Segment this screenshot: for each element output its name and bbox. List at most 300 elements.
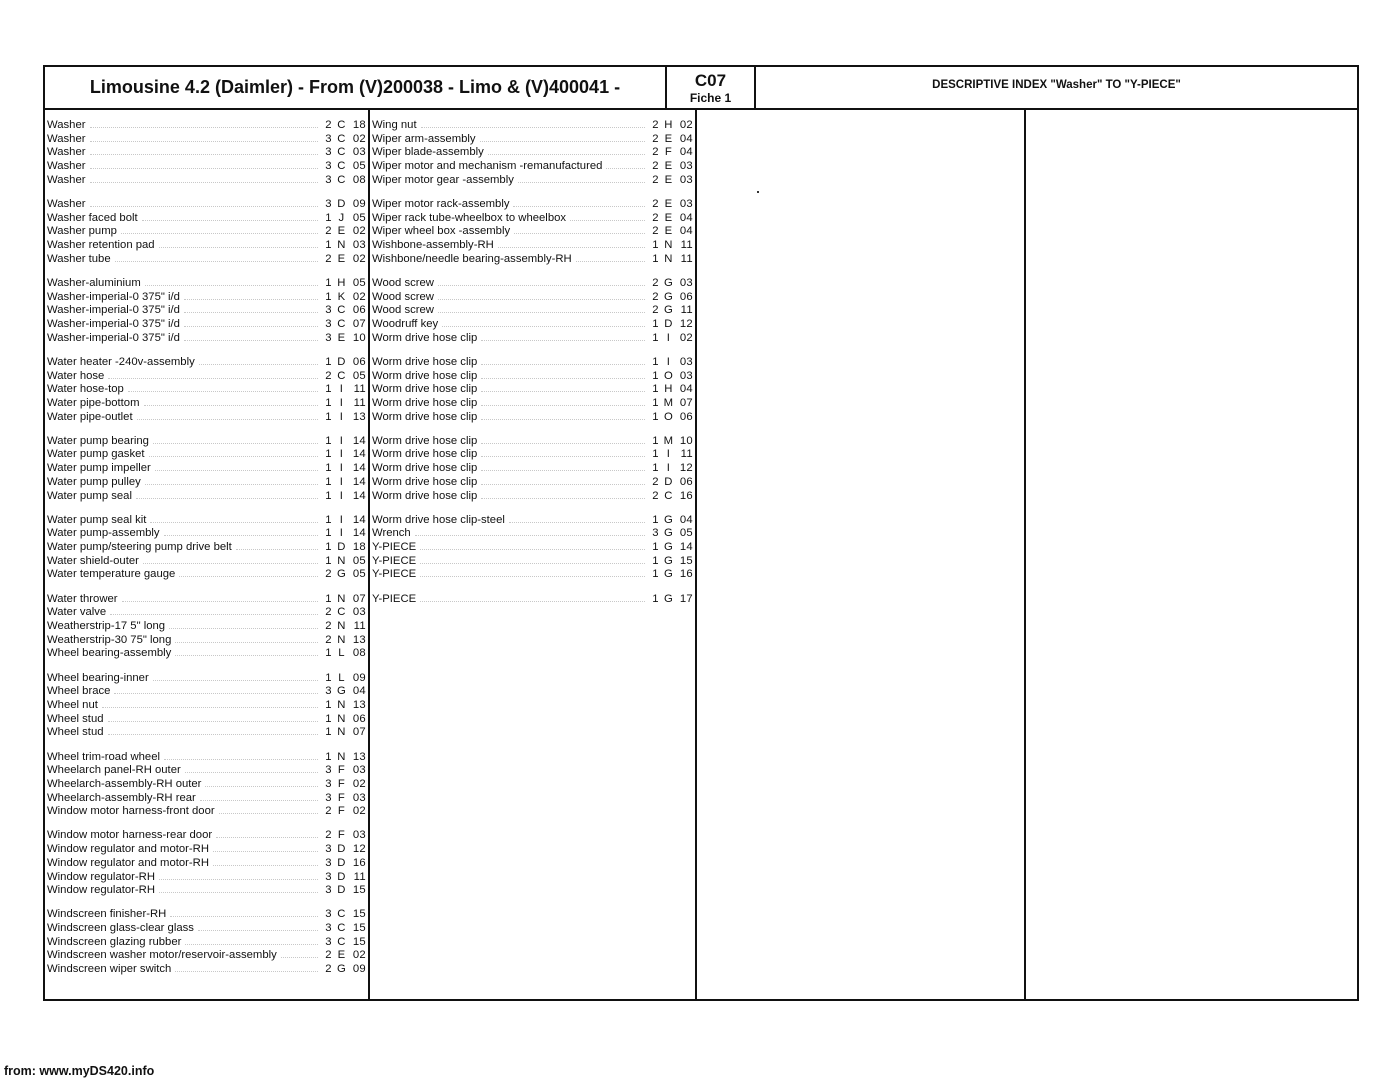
fiche-reference — [322, 239, 368, 253]
part-description: Washer-aluminium — [47, 276, 141, 289]
index-entry — [372, 118, 695, 132]
frame-number: 05 — [352, 211, 366, 224]
fiche-number: 3 — [325, 843, 332, 856]
leader-dots — [198, 921, 318, 931]
fiche-reference — [322, 620, 368, 634]
index-entry — [372, 382, 695, 396]
fiche-reference — [322, 174, 368, 188]
part-description: Water thrower — [47, 592, 118, 605]
part-description: Washer-imperial-0 375" i/d — [47, 317, 180, 330]
frame-number: 07 — [352, 726, 366, 739]
grid-row: G — [336, 963, 347, 976]
part-description: Wiper wheel box -assembly — [372, 225, 511, 238]
fiche-number: 1 — [652, 462, 659, 475]
grid-row: C — [337, 160, 346, 173]
fiche-reference — [322, 541, 368, 555]
grid-row: L — [338, 647, 345, 660]
fiche-reference — [649, 133, 695, 147]
fiche-reference — [649, 198, 695, 212]
grid-row: I — [339, 527, 344, 540]
fiche-reference — [322, 383, 368, 397]
grid-row: I — [339, 489, 344, 502]
leader-dots — [518, 173, 645, 183]
leader-dots — [514, 224, 645, 234]
part-description: Water temperature gauge — [47, 568, 176, 581]
fiche-number: 2 — [325, 606, 332, 619]
fiche-reference — [649, 397, 695, 411]
source-footer: from: www.myDS420.info — [4, 1064, 155, 1078]
part-description: Water hose — [47, 369, 105, 382]
fiche-reference — [649, 356, 695, 370]
fiche-number: 3 — [325, 685, 332, 698]
grid-row: G — [663, 541, 674, 554]
index-entry — [47, 883, 368, 897]
grid-row: O — [663, 410, 674, 423]
index-entry — [47, 750, 368, 764]
leader-dots — [481, 447, 645, 457]
leader-dots — [213, 842, 318, 852]
part-description: Wheel stud — [47, 712, 104, 725]
index-entry — [47, 434, 368, 448]
fiche-number: 1 — [325, 239, 332, 251]
leader-dots — [205, 777, 318, 787]
fiche-reference — [322, 397, 368, 411]
part-description: Worm drive hose clip — [372, 355, 478, 368]
frame-number: 03 — [352, 606, 366, 619]
index-entry — [47, 962, 368, 976]
index-entry — [47, 842, 368, 856]
index-entry — [372, 173, 695, 187]
leader-dots — [415, 526, 645, 536]
leader-dots — [114, 684, 318, 694]
part-description: Window motor harness-front door — [47, 805, 215, 818]
leader-dots — [199, 355, 318, 365]
entry-group — [47, 828, 368, 896]
fiche-code-box — [667, 67, 756, 108]
leader-dots — [481, 434, 645, 444]
part-description: Windscreen glass-clear glass — [47, 922, 194, 935]
grid-row: D — [337, 541, 346, 554]
frame-number: 04 — [679, 132, 693, 145]
frame-number: 05 — [352, 160, 366, 173]
part-description: Worm drive hose clip-steel — [372, 513, 505, 526]
leader-dots — [155, 461, 318, 471]
index-description: DESCRIPTIVE INDEX "Washer" TO "Y-PIECE" — [932, 78, 1181, 91]
part-description: Y-PIECE — [372, 541, 417, 554]
part-description: Worm drive hose clip — [372, 475, 478, 488]
grid-row: C — [337, 317, 346, 330]
fiche-reference — [322, 146, 368, 160]
entry-group — [372, 592, 695, 606]
entry-group — [47, 118, 368, 186]
leader-dots — [420, 567, 645, 577]
fiche-reference — [649, 160, 695, 174]
grid-row: G — [663, 276, 674, 289]
part-description: Washer tube — [47, 252, 111, 265]
frame-number: 05 — [352, 369, 366, 382]
part-description: Worm drive hose clip — [372, 383, 478, 396]
fiche-number: 1 — [325, 671, 332, 684]
grid-row: C — [337, 606, 346, 619]
fiche-number: 1 — [325, 527, 332, 540]
grid-row: C — [337, 908, 346, 921]
fiche-number: 3 — [652, 527, 659, 540]
fiche-number: 1 — [652, 369, 659, 382]
fiche-number: 1 — [325, 647, 332, 660]
fiche-reference — [322, 805, 368, 819]
part-description: Water pump gasket — [47, 448, 145, 461]
frame-number: 03 — [679, 160, 693, 173]
fiche-reference — [322, 462, 368, 476]
index-entry — [372, 355, 695, 369]
entry-group — [47, 434, 368, 502]
fiche-number: 3 — [325, 777, 332, 790]
frame-number: 16 — [679, 489, 693, 502]
index-entry — [372, 461, 695, 475]
grid-row: C — [337, 304, 346, 317]
grid-row: I — [339, 410, 344, 423]
leader-dots — [143, 554, 318, 564]
fiche-number: 2 — [325, 568, 332, 581]
grid-row: E — [337, 252, 346, 265]
fiche-number: 1 — [325, 396, 332, 409]
part-description: Washer — [47, 160, 86, 173]
index-entry — [47, 567, 368, 581]
fiche-reference — [322, 332, 368, 346]
index-column-3-empty — [697, 110, 1026, 999]
fiche-number: 1 — [652, 252, 659, 265]
part-description: Wishbone/needle bearing-assembly-RH — [372, 252, 572, 265]
fiche-reference — [322, 490, 368, 504]
grid-row: N — [337, 554, 346, 567]
grid-row: H — [337, 276, 346, 289]
leader-dots — [121, 224, 318, 234]
index-entry — [47, 698, 368, 712]
frame-number: 11 — [353, 383, 366, 396]
leader-dots — [481, 489, 645, 499]
grid-row: E — [664, 160, 673, 173]
grid-row: E — [664, 197, 673, 210]
leader-dots — [184, 331, 318, 341]
frame-number: 11 — [680, 448, 693, 461]
part-description: Wiper motor rack-assembly — [372, 197, 510, 210]
grid-row: N — [664, 239, 673, 251]
index-entry — [47, 173, 368, 187]
index-entry — [47, 828, 368, 842]
leader-dots — [169, 619, 318, 629]
fiche-reference — [322, 751, 368, 765]
leader-dots — [153, 434, 318, 444]
fiche-reference — [322, 764, 368, 778]
grid-row: D — [337, 870, 346, 883]
leader-dots — [164, 526, 318, 536]
grid-row: C — [337, 132, 346, 145]
fiche-reference — [322, 857, 368, 871]
fiche-reference — [322, 119, 368, 133]
part-description: Wiper rack tube-wheelbox to wheelbox — [372, 211, 567, 224]
part-description: Wheel bearing-inner — [47, 671, 149, 684]
index-entry — [47, 396, 368, 410]
fiche-number: 1 — [652, 513, 659, 526]
fiche-reference — [322, 411, 368, 425]
leader-dots — [488, 145, 645, 155]
fiche-number: 1 — [652, 410, 659, 423]
part-description: Wood screw — [372, 304, 434, 317]
frame-number: 14 — [679, 541, 693, 554]
frame-number: 03 — [352, 764, 366, 777]
index-entry — [47, 369, 368, 383]
index-column-1 — [45, 110, 370, 999]
fiche-reference — [649, 318, 695, 332]
frame-number: 12 — [352, 843, 366, 856]
fiche-reference — [322, 291, 368, 305]
fiche-reference — [322, 843, 368, 857]
fiche-number: 1 — [325, 726, 332, 739]
frame-number: 17 — [679, 592, 693, 605]
part-description: Wheelarch-assembly-RH rear — [47, 791, 196, 804]
leader-dots — [481, 396, 645, 406]
leader-dots — [159, 883, 318, 893]
leader-dots — [442, 317, 645, 327]
part-description: Windscreen wiper switch — [47, 963, 172, 976]
index-entry — [47, 646, 368, 660]
leader-dots — [438, 303, 645, 313]
leader-dots — [438, 290, 645, 300]
index-entry — [47, 489, 368, 503]
grid-row: N — [337, 633, 346, 646]
index-entry — [47, 554, 368, 568]
frame-number: 14 — [352, 462, 366, 475]
grid-row: D — [337, 856, 346, 869]
index-entry — [47, 132, 368, 146]
index-entry — [372, 434, 695, 448]
part-description: Wheelarch-assembly-RH outer — [47, 777, 202, 790]
fiche-reference — [649, 593, 695, 607]
fiche-number: 2 — [652, 211, 659, 224]
grid-row: C — [337, 922, 346, 935]
index-entry — [372, 252, 695, 266]
index-entry — [47, 935, 368, 949]
part-description: Window motor harness-rear door — [47, 829, 213, 842]
fiche-number: 2 — [652, 475, 659, 488]
index-entry — [47, 252, 368, 266]
grid-row: M — [663, 434, 674, 447]
fiche-reference — [649, 332, 695, 346]
leader-dots — [509, 513, 645, 523]
frame-number: 14 — [352, 513, 366, 526]
fiche-reference — [322, 647, 368, 661]
frame-number: 02 — [352, 132, 366, 145]
leader-dots — [179, 567, 318, 577]
entry-group — [372, 513, 695, 581]
frame-number: 16 — [352, 856, 366, 869]
frame-number: 02 — [679, 119, 693, 131]
frame-number: 14 — [352, 475, 366, 488]
frame-number: 08 — [352, 647, 366, 660]
part-description: Water pump seal kit — [47, 513, 147, 526]
leader-dots — [481, 382, 645, 392]
index-entry — [47, 592, 368, 606]
grid-row: F — [337, 777, 346, 790]
index-entry — [372, 276, 695, 290]
leader-dots — [145, 475, 318, 485]
leader-dots — [90, 173, 318, 183]
fiche-number: 1 — [652, 448, 659, 461]
grid-row: E — [337, 331, 346, 344]
fiche-number: 1 — [652, 592, 659, 605]
grid-row: I — [666, 355, 671, 368]
part-description: Wheel brace — [47, 685, 111, 698]
frame-number: 04 — [679, 383, 693, 396]
frame-number: 13 — [352, 410, 366, 423]
fiche-reference — [649, 225, 695, 239]
index-entry — [47, 317, 368, 331]
entry-group — [47, 197, 368, 265]
part-description: Window regulator and motor-RH — [47, 856, 209, 869]
sheet-header — [45, 67, 1357, 110]
frame-number: 02 — [679, 331, 693, 344]
fiche-number: 2 — [325, 119, 332, 131]
fiche-reference — [322, 606, 368, 620]
part-description: Wheel stud — [47, 726, 104, 739]
leader-dots — [90, 197, 318, 207]
frame-number: 15 — [352, 884, 366, 897]
fiche-reference — [649, 462, 695, 476]
leader-dots — [576, 252, 645, 262]
frame-number: 02 — [352, 777, 366, 790]
fiche-number: 3 — [325, 764, 332, 777]
entry-group — [47, 907, 368, 975]
index-entry — [47, 197, 368, 211]
fiche-number: 3 — [325, 935, 332, 948]
grid-row: G — [663, 527, 674, 540]
leader-dots — [498, 238, 645, 248]
frame-number: 13 — [352, 633, 366, 646]
part-description: Washer-imperial-0 375" i/d — [47, 304, 180, 317]
index-entry — [372, 592, 695, 606]
fiche-number: 1 — [325, 410, 332, 423]
fiche-reference — [649, 304, 695, 318]
part-description: Water pump bearing — [47, 434, 149, 447]
leader-dots — [149, 447, 318, 457]
fiche-number: 1 — [325, 383, 332, 396]
leader-dots — [513, 197, 645, 207]
fiche-reference — [322, 435, 368, 449]
grid-row: E — [664, 225, 673, 238]
frame-number: 02 — [352, 252, 366, 265]
part-description: Worm drive hose clip — [372, 331, 478, 344]
fiche-reference — [322, 699, 368, 713]
fiche-number: 1 — [325, 712, 332, 725]
frame-number: 05 — [352, 554, 366, 567]
leader-dots — [115, 252, 318, 262]
part-description: Washer — [47, 173, 86, 186]
fiche-reference — [322, 527, 368, 541]
index-entry — [47, 605, 368, 619]
part-description: Wheelarch panel-RH outer — [47, 764, 181, 777]
fiche-reference — [322, 829, 368, 843]
part-description: Wheel trim-road wheel — [47, 750, 161, 763]
grid-row: N — [337, 750, 346, 763]
fiche-number: 2 — [325, 369, 332, 382]
frame-number: 09 — [352, 963, 366, 976]
frame-number: 11 — [353, 870, 366, 883]
frame-number: 13 — [352, 750, 366, 763]
index-entry — [47, 382, 368, 396]
fiche-number: 2 — [652, 304, 659, 317]
fiche-number: 1 — [325, 462, 332, 475]
index-entry — [47, 921, 368, 935]
grid-row: N — [664, 252, 673, 265]
grid-row: I — [339, 434, 344, 447]
fiche-reference — [649, 411, 695, 425]
index-entry — [372, 489, 695, 503]
index-entry — [47, 290, 368, 304]
fiche-number: 2 — [652, 132, 659, 145]
grid-row: F — [337, 805, 346, 818]
index-entry — [47, 725, 368, 739]
frame-number: 15 — [679, 554, 693, 567]
index-entry — [47, 540, 368, 554]
part-description: Window regulator and motor-RH — [47, 843, 209, 856]
parts-index-sheet — [43, 65, 1359, 1001]
fiche-reference — [322, 963, 368, 977]
fiche-reference — [322, 514, 368, 528]
grid-row: C — [337, 369, 346, 382]
index-entry — [47, 684, 368, 698]
parts-list-2 — [372, 118, 695, 616]
index-entry — [372, 410, 695, 424]
entry-group — [372, 118, 695, 186]
frame-number: 02 — [352, 949, 366, 962]
entry-group — [372, 355, 695, 423]
fiche-reference — [649, 370, 695, 384]
part-description: Worm drive hose clip — [372, 462, 478, 475]
fiche-number: 3 — [325, 173, 332, 186]
index-entry — [372, 369, 695, 383]
fiche-number: 1 — [325, 698, 332, 711]
fiche-reference — [322, 370, 368, 384]
frame-number: 03 — [679, 369, 693, 382]
fiche-number: 2 — [652, 290, 659, 303]
fiche-number: 2 — [652, 160, 659, 173]
leader-dots — [145, 276, 318, 286]
frame-number: 10 — [352, 331, 366, 344]
index-entry — [47, 410, 368, 424]
fiche-number: 2 — [652, 276, 659, 289]
grid-row: I — [339, 475, 344, 488]
fiche-reference — [649, 514, 695, 528]
part-description: Window regulator-RH — [47, 884, 155, 897]
grid-row: G — [663, 554, 674, 567]
frame-number: 03 — [352, 146, 366, 159]
grid-row: C — [337, 146, 346, 159]
index-entry — [372, 290, 695, 304]
grid-row: G — [663, 304, 674, 317]
frame-number: 06 — [679, 290, 693, 303]
frame-number: 04 — [679, 513, 693, 526]
leader-dots — [128, 382, 318, 392]
index-entry — [47, 804, 368, 818]
leader-dots — [213, 856, 318, 866]
leader-dots — [159, 238, 318, 248]
index-entry — [47, 526, 368, 540]
scan-speck — [757, 191, 759, 193]
leader-dots — [236, 540, 318, 550]
fiche-number: 2 — [325, 805, 332, 818]
fiche-number: 1 — [652, 331, 659, 344]
fiche-reference — [649, 448, 695, 462]
